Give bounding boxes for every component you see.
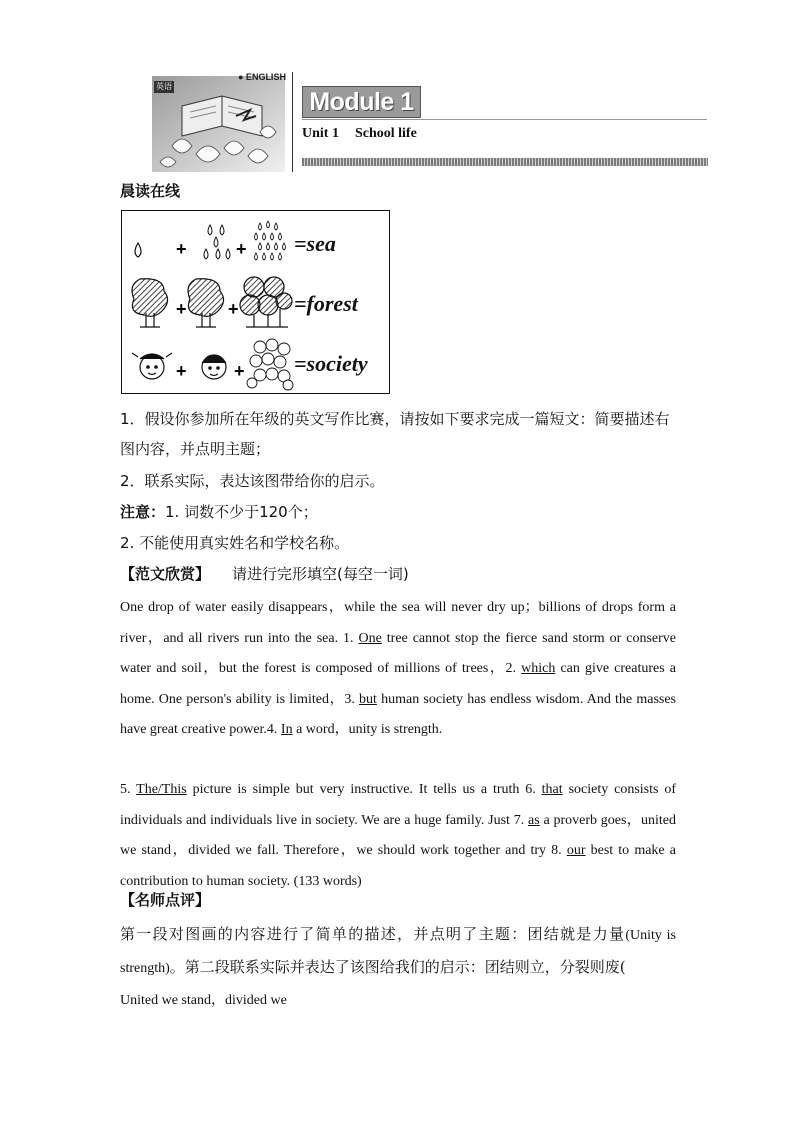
blank-answer-2: which <box>521 661 556 676</box>
blank-answer-4: In <box>280 722 293 737</box>
note-label: 注意： <box>120 503 166 521</box>
svg-text:+: + <box>234 361 245 381</box>
subject-tag: 英语 <box>156 82 172 91</box>
model-essay-instruction: 请进行完形填空(每空一词) <box>232 565 409 583</box>
comment-text-english: (Unity is strength) <box>120 928 677 976</box>
blank-answer-8: our <box>566 843 586 858</box>
teacher-comment-heading: 【名师点评】 <box>120 891 211 909</box>
model-essay-heading <box>120 563 409 584</box>
unit-title: School life <box>354 126 417 141</box>
svg-text:+: + <box>176 239 187 259</box>
teacher-comment <box>120 919 676 1017</box>
comment-text: 。第二段联系实际并表达了该图给我们的启示：团结则立，分裂则废( <box>169 957 626 976</box>
essay-paragraph-1 <box>120 593 676 746</box>
module-title: Module 1 <box>302 86 421 118</box>
page-header <box>152 72 712 172</box>
svg-text:+: + <box>228 299 239 319</box>
essay-text: One drop of water easily disappears，while the sea will never dry up；billions of drops form a river，and all rivers run into the sea. 1. <box>120 600 676 646</box>
header-bracket <box>280 72 293 172</box>
header-rule <box>302 119 707 120</box>
requirement-2: 2．联系实际，表达该图带给你的启示。 <box>120 472 385 490</box>
figure-word-forest: =forest <box>294 291 358 316</box>
figure-row-sea <box>122 215 389 273</box>
section-title: 晨读在线 <box>120 182 181 200</box>
blank-answer-5: The/This <box>136 782 187 797</box>
essay-text: society consists of individuals and individuals live in society. We are a huge family. Just 7. <box>120 782 677 828</box>
unity-figure <box>121 210 390 394</box>
requirement-1: 1．假设你参加所在年级的英文写作比赛，请按如下要求完成一篇短文：简要描述右图内容，并点明主题； <box>120 410 670 458</box>
essay-text: a word，unity is strength. <box>292 722 443 737</box>
note-1 <box>120 497 318 527</box>
unit-heading <box>302 126 417 142</box>
essay-text: picture is simple but very instructive. It tells us a truth 6. <box>186 782 542 797</box>
model-essay-label: 【范文欣赏】 <box>120 565 211 583</box>
blank-answer-1: One <box>358 630 382 646</box>
hatched-divider <box>302 158 708 166</box>
comment-text: 第一段对图画的内容进行了简单的描述，并点明了主题：团结就是力量 <box>120 925 626 943</box>
essay-text: best to make a contribution to human society. (133 words) <box>120 843 676 889</box>
water-drops-icon <box>122 215 292 273</box>
blank-answer-3: but <box>359 691 377 707</box>
essay-text: a proverb goes，united we stand，divided we fall. Therefore，we should work together and try 8. <box>120 812 676 858</box>
essay-text: tree cannot stop the fierce sand storm or conserve water and soil，but the forest is composed of millions of trees，2. <box>120 630 676 676</box>
essay-paragraph-2 <box>120 775 676 897</box>
essay-text: 5. <box>120 782 137 797</box>
figure-row-forest <box>122 273 389 331</box>
essay-text: human society has endless wisdom. And the masses have great creative power.4. <box>120 691 676 737</box>
comment-text-english: United we stand，divided we <box>120 993 287 1008</box>
note-2: 2. 不能使用真实姓名和学校名称。 <box>120 534 350 552</box>
blank-answer-7: as <box>527 812 540 828</box>
note-1-text: 1. 词数不少于120个； <box>165 503 318 521</box>
svg-text:+: + <box>236 239 247 259</box>
blank-answer-6: that <box>541 782 563 797</box>
svg-text:+: + <box>176 361 187 381</box>
unit-number: Unit 1 <box>302 126 339 141</box>
svg-text:+: + <box>176 299 187 319</box>
people-icon <box>122 335 294 391</box>
essay-text: can give creatures a home. One person's ability is limited，3. <box>120 661 676 707</box>
english-label: ● ENGLISH <box>238 72 286 82</box>
figure-word-sea: =sea <box>294 231 336 256</box>
figure-row-society <box>122 335 389 393</box>
figure-word-society: =society <box>294 351 368 376</box>
trees-icon <box>122 273 294 333</box>
